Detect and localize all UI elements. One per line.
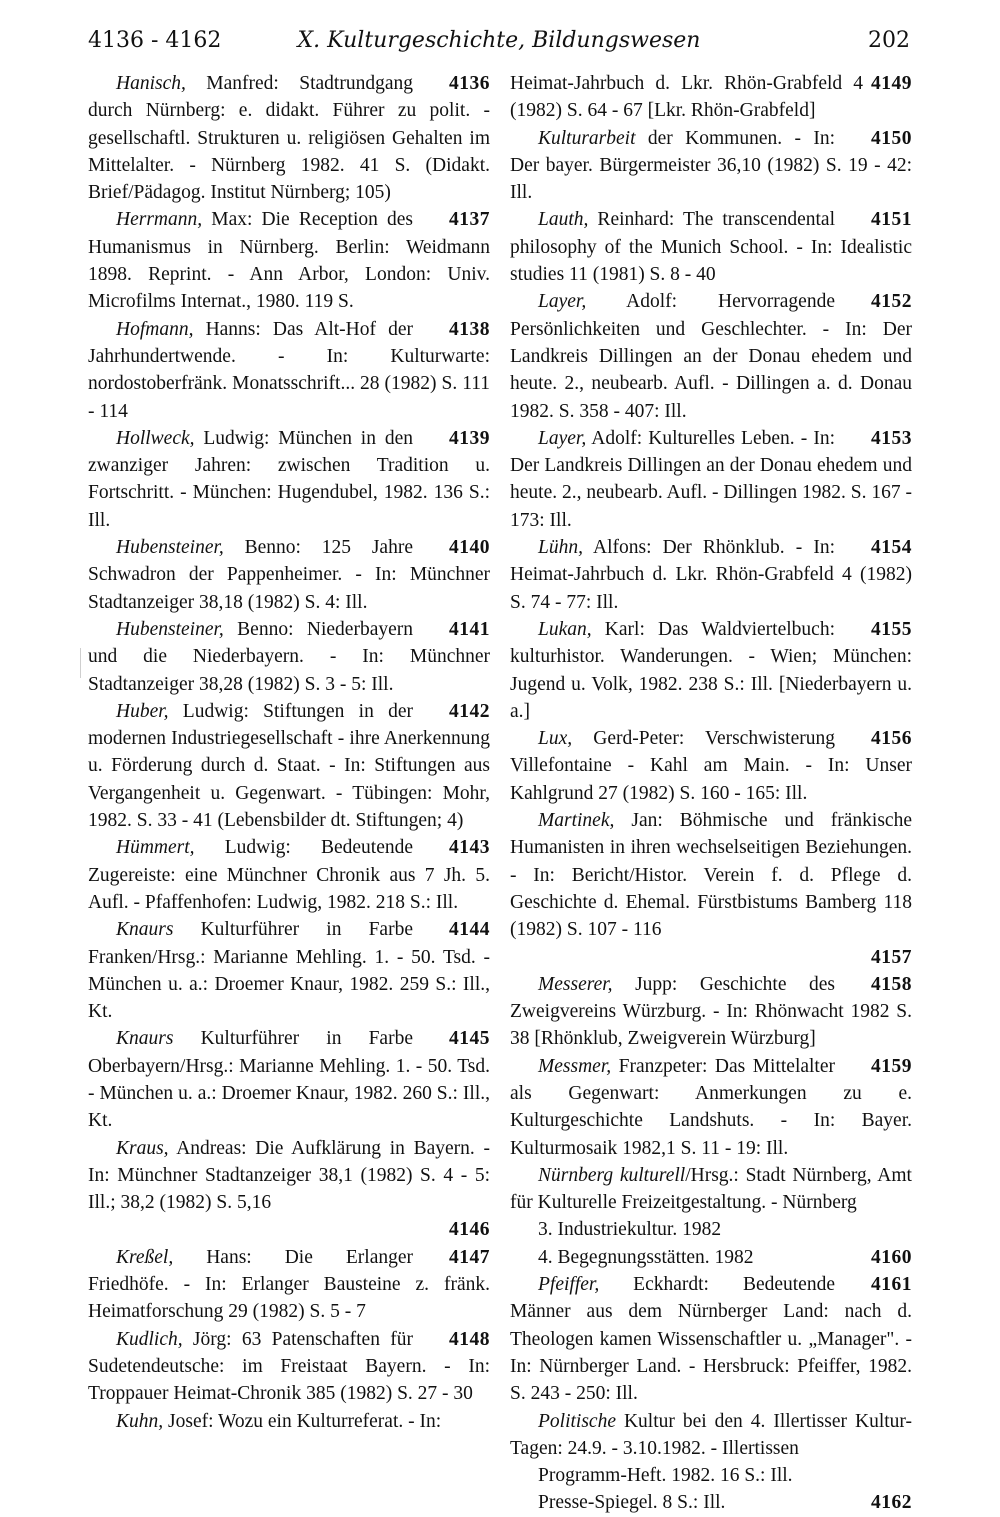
- entry-text: [510, 206, 912, 288]
- bibliography-entry: [510, 1162, 912, 1271]
- entry-author: Nürnberg kulturell: [538, 1164, 686, 1186]
- entry-number: 4162: [871, 1492, 912, 1514]
- entry-author: Hollweck,: [116, 427, 195, 449]
- entry-author: Lühn,: [538, 537, 583, 559]
- entry-number: 4154: [871, 537, 912, 559]
- entry-description: Max: Die Reception des Humanismus in Nürnberg. Berlin: Weidmann 1898. Reprint. - Ann Arbor, London: Univ. Microfilms Internat., 1980. 119 S.: [88, 209, 490, 313]
- entry-text: [88, 1408, 490, 1435]
- entry-author: Layer,: [538, 427, 587, 449]
- page-number: 202: [868, 28, 910, 53]
- section-title: X. Kulturgeschichte, Bildungswesen: [297, 28, 701, 53]
- entry-text: [510, 1271, 912, 1407]
- entry-author: Hofmann,: [116, 318, 194, 340]
- entry-description: der Kommunen. - In: Der bayer. Bürgermeister 36,10 (1982) S. 19 - 42: Ill.: [510, 127, 912, 204]
- subline-text: 4. Begegnungsstätten. 1982: [538, 1246, 754, 1268]
- entry-description: Adolf: Hervorragende Persönlichkeiten und Geschlechter. - In: Der Landkreis Dillingen an der Donau ehedem und heute. 2., neubearb. Aufl. - Dillingen a. d. Donau 1982. S. 358 - 407: Ill.: [510, 291, 912, 422]
- entry-number: 4146: [449, 1219, 490, 1241]
- entry-description: Ludwig: Stiftungen in der modernen Industriegesellschaft - ihre Anerkennung u. Förderung durch d. Staat. - In: Stiftungen aus Vergangenheit u. Gegenwart. - Tübingen: Mohr, 1982. S. 33 - 41 (Lebensbilder dt. Stiftungen; 4): [88, 700, 490, 832]
- entry-text: [88, 316, 490, 425]
- entry-text: [510, 616, 912, 725]
- entry-number: 4158: [871, 973, 912, 995]
- entry-author: Kudlich,: [116, 1328, 183, 1350]
- entry-description: Karl: Das Waldviertelbuch: kulturhistor. Wanderungen. - Wien; München: Jugend u. Volk, 1982. 238 S.: Ill. [Niederbayern u. a.]: [510, 618, 912, 722]
- entry-author: Lux,: [538, 728, 573, 750]
- entry-text: [510, 1162, 912, 1217]
- entry-description: Alfons: Der Rhönklub. - In: Heimat-Jahrbuch d. Lkr. Rhön-Grabfeld 4 (1982) S. 74 - 77: Ill.: [510, 537, 912, 613]
- bibliography-entry: [510, 1053, 912, 1162]
- bibliography-entry: [510, 125, 912, 207]
- entry-description: Heimat-Jahrbuch d. Lkr. Rhön-Grabfeld 4 (1982) S. 64 - 67 [Lkr. Rhön-Grabfeld]: [510, 73, 863, 122]
- entry-text: [510, 1053, 912, 1162]
- entry-text: [510, 288, 912, 424]
- entry-number: 4141: [449, 618, 490, 640]
- entry-description: Kulturführer in Farbe Franken/Hrsg.: Marianne Mehling. 1. - 50. Tsd. - München u. a.: Droemer Knaur, 1982. 259 S.: Ill., Kt.: [88, 919, 490, 1023]
- entry-text: [88, 70, 490, 206]
- entry-author: Hümmert,: [116, 837, 195, 859]
- entry-text: [510, 807, 912, 943]
- bibliography-entry: [88, 425, 490, 534]
- entry-description: Ludwig: Bedeutende Zugereiste: eine Münchner Chronik aus 7 Jh. 5. Aufl. - Pfaffenhofen: Ludwig, 1982. 218 S.: Ill.: [88, 837, 490, 913]
- bibliography-entry: [88, 834, 490, 916]
- entry-description: Andreas: Die Aufklärung in Bayern. - In: Münchner Stadtanzeiger 38,1 (1982) S. 4 - 5: Ill.; 38,2 (1982) S. 5,16: [88, 1137, 490, 1214]
- bibliography-entry: [88, 698, 490, 834]
- entry-number: 4161: [871, 1274, 912, 1296]
- entry-subline: [510, 1216, 912, 1243]
- entry-author: Pfeiffer,: [538, 1274, 600, 1296]
- bibliography-entry: [88, 916, 490, 1025]
- bibliography-entry: [510, 288, 912, 424]
- left-column: [88, 70, 490, 1435]
- bibliography-entry: [510, 534, 912, 616]
- entry-author: Lukan,: [538, 618, 592, 640]
- entry-author: Huber,: [116, 700, 169, 722]
- entry-number: 4140: [449, 537, 490, 559]
- entry-number: 4150: [871, 127, 912, 149]
- bibliography-entry: [88, 1135, 490, 1244]
- entry-number: 4160: [871, 1246, 912, 1268]
- entry-range: 4136 - 4162: [88, 28, 222, 53]
- entry-description: Reinhard: The transcendental philosophy of the Munich School. - In: Idealistic studies 11 (1981) S. 8 - 40: [510, 209, 912, 286]
- entry-text: [510, 125, 912, 207]
- entry-text: [510, 70, 912, 125]
- right-column: [510, 70, 912, 1517]
- entry-description: Kultur bei den 4. Illertisser Kultur-Tagen: 24.9. - 3.10.1982. - Illertissen: [510, 1410, 912, 1459]
- entry-text: [88, 1025, 490, 1134]
- bibliography-entry: [510, 616, 912, 725]
- entry-description: Benno: Niederbayern und die Niederbayern. - In: Münchner Stadtanzeiger 38,28 (1982) S. 3 - 5: Ill.: [88, 618, 490, 695]
- entry-number: 4151: [871, 209, 912, 231]
- entry-number: 4143: [449, 837, 490, 859]
- entry-number: 4142: [449, 700, 490, 722]
- entry-description: Eckhardt: Bedeutende Männer aus dem Nürnberger Land: nach d. Theologen kamen Wissenschaftler u. „Manager". - In: Nürnberger Land. - Hersbruck: Pfeiffer, 1982. S. 243 - 250: Ill.: [510, 1274, 912, 1405]
- entry-number: 4157: [871, 946, 912, 968]
- entry-author: Hanisch,: [116, 73, 186, 94]
- entry-text: [88, 698, 490, 834]
- entry-number: 4137: [449, 209, 490, 231]
- entry-description: Ludwig: München in den zwanziger Jahren: zwischen Tradition u. Fortschritt. - München: Hugendubel, 1982. 136 S.: Ill.: [88, 427, 490, 531]
- entry-number: 4138: [449, 318, 490, 340]
- entry-author: Kulturarbeit: [538, 127, 636, 149]
- entry-text: [510, 725, 912, 807]
- entry-text: [88, 534, 490, 616]
- entry-number: 4156: [871, 728, 912, 750]
- entry-number: 4153: [871, 427, 912, 449]
- entry-description: Manfred: Stadtrundgang durch Nürnberg: e. didakt. Führer zu polit. - gesellschaftl. Strukturen u. religiösen Gehalten im Mittelalter. - Nürnberg 1982. 41 S. (Didakt. Brief/Pädagog. Institut Nürnberg; 105): [88, 73, 490, 204]
- entry-text: [510, 534, 912, 616]
- entry-text: [510, 425, 912, 534]
- bibliography-entry: [510, 971, 912, 1053]
- bibliography-entry: [88, 1244, 490, 1326]
- entry-description: Hanns: Das Alt-Hof der Jahrhundertwende. - In: Kulturwarte: nordostoberfränk. Monatsschrift... 28 (1982) S. 111 - 114: [88, 318, 490, 422]
- entry-author: Kreßel,: [116, 1246, 174, 1268]
- entry-number: 4155: [871, 618, 912, 640]
- entry-number: 4144: [449, 919, 490, 941]
- page-header: [88, 26, 910, 60]
- entry-number: 4152: [871, 291, 912, 313]
- entry-description: Gerd-Peter: Verschwisterung Villefontaine - Kahl am Main. - In: Unser Kahlgrund 27 (1982) S. 160 - 165: Ill.: [510, 728, 912, 804]
- entry-author: Hubensteiner,: [116, 537, 224, 559]
- entry-author: Messerer,: [538, 973, 613, 995]
- subline-text: Programm-Heft. 1982. 16 S.: Ill.: [538, 1465, 793, 1487]
- bibliography-entry: [88, 70, 490, 206]
- bibliography-entry: [510, 725, 912, 807]
- entry-author: Lauth,: [538, 209, 589, 231]
- entry-description: Franzpeter: Das Mittelalter als Gegenwart: Anmerkungen zu e. Kulturgeschichte Landshuts. - In: Bayer. Kulturmosaik 1982,1 S. 11 - 19: Ill.: [510, 1055, 912, 1159]
- entry-text: [88, 616, 490, 698]
- entry-author: Hubensteiner,: [116, 618, 224, 640]
- entry-subline: [510, 1489, 912, 1516]
- entry-author: Knaurs: [116, 1028, 174, 1050]
- entry-author: Herrmann,: [116, 209, 203, 231]
- bibliography-entry: [510, 1408, 912, 1517]
- entry-description: Adolf: Kulturelles Leben. - In: Der Landkreis Dillingen an der Donau ehedem und heute. 2., neubearb. Aufl. - Dillingen 1982. S. 167 - 173: Ill.: [510, 427, 912, 531]
- entry-text: [88, 1135, 490, 1217]
- bibliography-entry: [510, 206, 912, 288]
- entry-description: Kulturführer in Farbe Oberbayern/Hrsg.: Marianne Mehling. 1. - 50. Tsd. - München u. a.: Droemer Knaur, 1982. 260 S.: Ill., Kt.: [88, 1028, 490, 1132]
- entry-text: [88, 1326, 490, 1408]
- bibliography-entry: [88, 534, 490, 616]
- bibliography-entry: [88, 616, 490, 698]
- entry-author: Kuhn,: [116, 1410, 164, 1432]
- bibliography-entry: [88, 1025, 490, 1134]
- entry-description: Jan: Böhmische und fränkische Humanisten in ihren wechselseitigen Beziehungen. - In: Bericht/Histor. Verein f. d. Pflege d. Geschichte d. Ehemal. Fürstbistums Bamberg 118 (1982) S. 107 - 116: [510, 810, 912, 941]
- bibliography-entry: [510, 1271, 912, 1407]
- entry-text: [88, 916, 490, 1025]
- bibliography-entry: [88, 316, 490, 425]
- entry-number: 4136: [449, 73, 490, 94]
- entry-author: Messmer,: [538, 1055, 612, 1077]
- entry-number: 4145: [449, 1028, 490, 1050]
- entry-text: [88, 834, 490, 916]
- margin-mark: [80, 648, 81, 678]
- bibliography-entry: [510, 70, 912, 125]
- subline-text: Presse-Spiegel. 8 S.: Ill.: [538, 1492, 726, 1514]
- entry-number: 4139: [449, 427, 490, 449]
- bibliography-entry: [88, 1408, 490, 1435]
- entry-number: 4148: [449, 1328, 490, 1350]
- entry-author: Kraus,: [116, 1137, 169, 1159]
- entry-description: Josef: Wozu ein Kulturreferat. - In:: [163, 1410, 442, 1432]
- bibliography-entry: [88, 206, 490, 315]
- entry-text: [88, 1244, 490, 1326]
- entry-author: Politische: [538, 1410, 616, 1432]
- entry-number: 4159: [871, 1055, 912, 1077]
- entry-text: [88, 206, 490, 315]
- entry-description: Jörg: 63 Patenschaften für Sudetendeutsche: im Freistaat Bayern. - In: Troppauer Heimat-Chronik 385 (1982) S. 27 - 30: [88, 1328, 490, 1405]
- entry-text: [88, 425, 490, 534]
- entry-description: Benno: 125 Jahre Schwadron der Pappenheimer. - In: Münchner Stadtanzeiger 38,18 (1982) S. 4: Ill.: [88, 537, 490, 613]
- entry-number: 4147: [449, 1246, 490, 1268]
- subline-text: 3. Industriekultur. 1982: [538, 1219, 722, 1241]
- bibliography-entry: [88, 1326, 490, 1408]
- entry-author: Layer,: [538, 291, 587, 313]
- entry-subline: [510, 1244, 912, 1271]
- entry-number: 4149: [871, 73, 912, 94]
- entry-text: [510, 1408, 912, 1463]
- entry-author: Knaurs: [116, 919, 174, 941]
- entry-description: Hans: Die Erlanger Friedhöfe. - In: Erlanger Bausteine z. fränk. Heimatforschung 29 (1982) S. 5 - 7: [88, 1246, 490, 1323]
- bibliography-entry: [510, 807, 912, 971]
- entry-description: Jupp: Geschichte des Zweigvereins Würzburg. - In: Rhönwacht 1982 S. 38 [Rhönklub, Zweigverein Würzburg]: [510, 973, 912, 1050]
- entry-author: Martinek,: [538, 810, 615, 832]
- entry-text: [510, 971, 912, 1053]
- entry-description: /Hrsg.: Stadt Nürnberg, Amt für Kulturelle Freizeitgestaltung. - Nürnberg: [510, 1164, 912, 1214]
- bibliography-entry: [510, 425, 912, 534]
- entry-subline: [510, 1462, 912, 1489]
